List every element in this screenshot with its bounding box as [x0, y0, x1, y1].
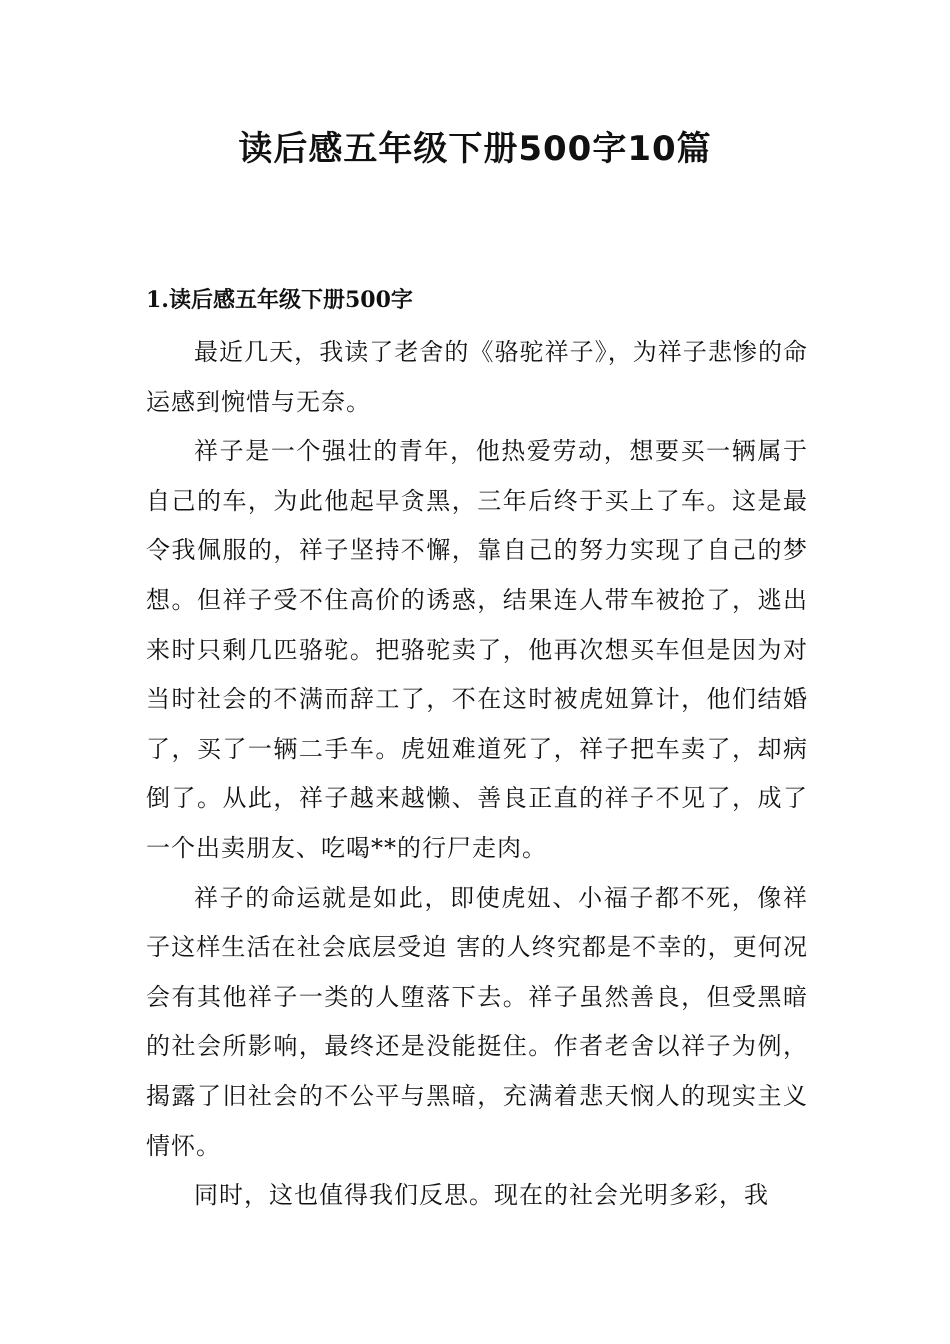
paragraph-3: 祥子的命运就是如此，即使虎妞、小福子都不死，像祥子这样生活在社会底层受迫 害的人终究都是不幸的，更何况会有其他祥子一类的人堕落下去。祥子虽然善良，但受黑暗的社会所影响，最终还是没能挺住。作者老舍以祥子为例，揭露了旧社会的不公平与黑暗，充满着悲天悯人的现实主义情怀。 — [146, 883, 808, 1160]
paragraph-4: 同时，这也值得我们反思。现在的社会光明多彩，我 — [194, 1181, 769, 1210]
section-heading: 1.读后感五年级下册500字 — [146, 287, 413, 313]
paragraph-1: 最近几天，我读了老舍的《骆驼祥子》，为祥子悲惨的命运感到惋惜与无奈。 — [146, 338, 808, 416]
document-body — [146, 328, 808, 1221]
paragraph-2: 祥子是一个强壮的青年，他热爱劳动，想要买一辆属于自己的车，为此他起早贪黑，三年后终于买上了车。这是最令我佩服的，祥子坚持不懈，靠自己的努力实现了自己的梦想。但祥子受不住高价的诱惑，结果连人带车被抢了，逃出来时只剩几匹骆驼。把骆驼卖了，他再次想买车但是因为对当时社会的不满而辞工了，不在这时被虎妞算计，他们结婚了，买了一辆二手车。虎妞难道死了，祥子把车卖了，却病倒了。从此，祥子越来越懒、善良正直的祥子不见了，成了一个出卖朋友、吃喝**的行尸走肉。 — [146, 437, 808, 862]
document-title: 读后感五年级下册500字10篇 — [238, 129, 712, 169]
